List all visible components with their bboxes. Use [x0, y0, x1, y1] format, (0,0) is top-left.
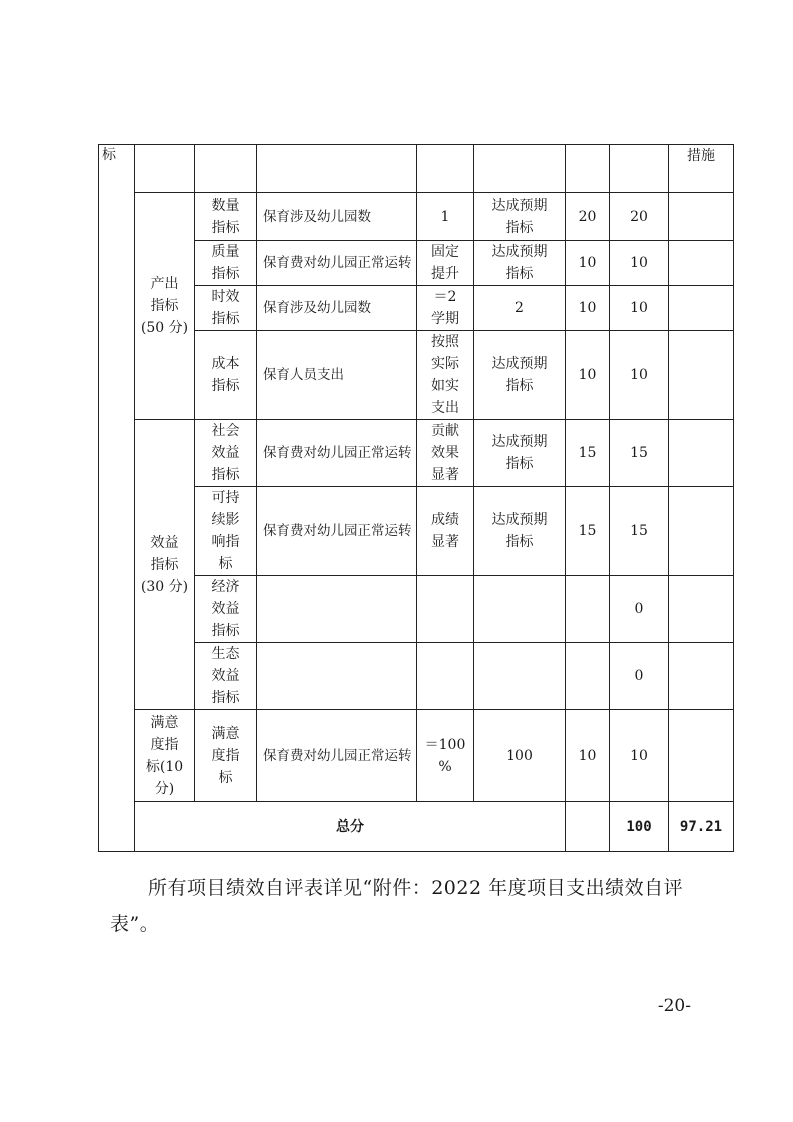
indicator-cell: 成本 指标 — [195, 331, 257, 420]
indicator-cell: 数量 指标 — [195, 193, 257, 241]
group-label: 效益 指标 (30 分) — [135, 420, 195, 710]
table-row — [99, 193, 734, 241]
weight-cell: 10 — [566, 241, 610, 286]
table-row — [99, 710, 734, 802]
measures-cell — [669, 487, 734, 576]
score-cell: 15 — [610, 420, 669, 487]
actual-cell: 100 — [474, 710, 566, 802]
table-row — [99, 286, 734, 331]
header-continuation-row — [99, 145, 734, 193]
score-cell: 10 — [610, 286, 669, 331]
target-cell: 贡献 效果 显著 — [417, 420, 474, 487]
score-cell: 20 — [610, 193, 669, 241]
score-cell: 10 — [610, 710, 669, 802]
target-cell — [417, 643, 474, 710]
score-cell: 15 — [610, 487, 669, 576]
indicator-cell: 经济 效益 指标 — [195, 576, 257, 643]
actual-cell: 达成预期 指标 — [474, 420, 566, 487]
actual-cell: 达成预期 指标 — [474, 331, 566, 420]
indicator-cell: 满意 度指 标 — [195, 710, 257, 802]
content-cell: 保育费对幼儿园正常运转 — [257, 710, 417, 802]
table-row — [99, 643, 734, 710]
total-weight: 100 — [610, 802, 669, 852]
content-cell — [257, 576, 417, 643]
score-cell: 10 — [610, 241, 669, 286]
table-row — [99, 487, 734, 576]
target-cell: 固定 提升 — [417, 241, 474, 286]
group-label: 满意 度指 标(10 分) — [135, 710, 195, 802]
score-cell: 10 — [610, 331, 669, 420]
measures-cell — [669, 643, 734, 710]
actual-cell: 达成预期 指标 — [474, 193, 566, 241]
content-cell: 保育涉及幼儿园数 — [257, 193, 417, 241]
target-cell: 按照 实际 如实 支出 — [417, 331, 474, 420]
weight-cell: 10 — [566, 710, 610, 802]
actual-cell: 达成预期 指标 — [474, 487, 566, 576]
weight-cell: 15 — [566, 487, 610, 576]
first-column-label: 标 — [102, 147, 116, 163]
target-cell: 成绩 显著 — [417, 487, 474, 576]
total-row — [99, 802, 734, 852]
weight-cell — [566, 576, 610, 643]
content-cell: 保育费对幼儿园正常运转 — [257, 241, 417, 286]
content-cell — [257, 643, 417, 710]
target-cell: 1 — [417, 193, 474, 241]
indicator-cell: 生态 效益 指标 — [195, 643, 257, 710]
total-label: 总分 — [135, 802, 566, 852]
actual-cell: 达成预期 指标 — [474, 241, 566, 286]
measures-cell — [669, 576, 734, 643]
weight-cell: 15 — [566, 420, 610, 487]
first-column-cell — [99, 145, 135, 852]
weight-cell: 20 — [566, 193, 610, 241]
indicator-cell: 时效 指标 — [195, 286, 257, 331]
weight-cell: 10 — [566, 286, 610, 331]
measures-cell — [669, 286, 734, 331]
content-cell: 保育涉及幼儿园数 — [257, 286, 417, 331]
measures-cell — [669, 241, 734, 286]
performance-table — [98, 144, 734, 852]
actual-cell — [474, 643, 566, 710]
table-row — [99, 576, 734, 643]
target-cell — [417, 576, 474, 643]
weight-cell — [566, 643, 610, 710]
total-empty-cell — [566, 802, 610, 852]
group-label: 产出 指标 (50 分) — [135, 193, 195, 420]
target-cell: ＝100 % — [417, 710, 474, 802]
score-cell: 0 — [610, 643, 669, 710]
score-cell: 0 — [610, 576, 669, 643]
table-row — [99, 331, 734, 420]
measures-cell — [669, 420, 734, 487]
indicator-cell: 社会 效益 指标 — [195, 420, 257, 487]
measures-cell — [669, 710, 734, 802]
content-cell: 保育费对幼儿园正常运转 — [257, 420, 417, 487]
measures-label: 措施 — [669, 145, 734, 193]
content-cell: 保育人员支出 — [257, 331, 417, 420]
indicator-cell: 质量 指标 — [195, 241, 257, 286]
table-row — [99, 241, 734, 286]
measures-cell — [669, 193, 734, 241]
page-number: -20- — [657, 996, 691, 1016]
footnote-paragraph: 所有项目绩效自评表详见“附件：2022 年度项目支出绩效自评表”。 — [110, 877, 684, 935]
actual-cell: 2 — [474, 286, 566, 331]
indicator-cell: 可持 续影 响指 标 — [195, 487, 257, 576]
content-cell: 保育费对幼儿园正常运转 — [257, 487, 417, 576]
measures-cell — [669, 331, 734, 420]
actual-cell — [474, 576, 566, 643]
target-cell: ＝2 学期 — [417, 286, 474, 331]
total-score: 97.21 — [669, 802, 734, 852]
table-row — [99, 420, 734, 487]
weight-cell: 10 — [566, 331, 610, 420]
